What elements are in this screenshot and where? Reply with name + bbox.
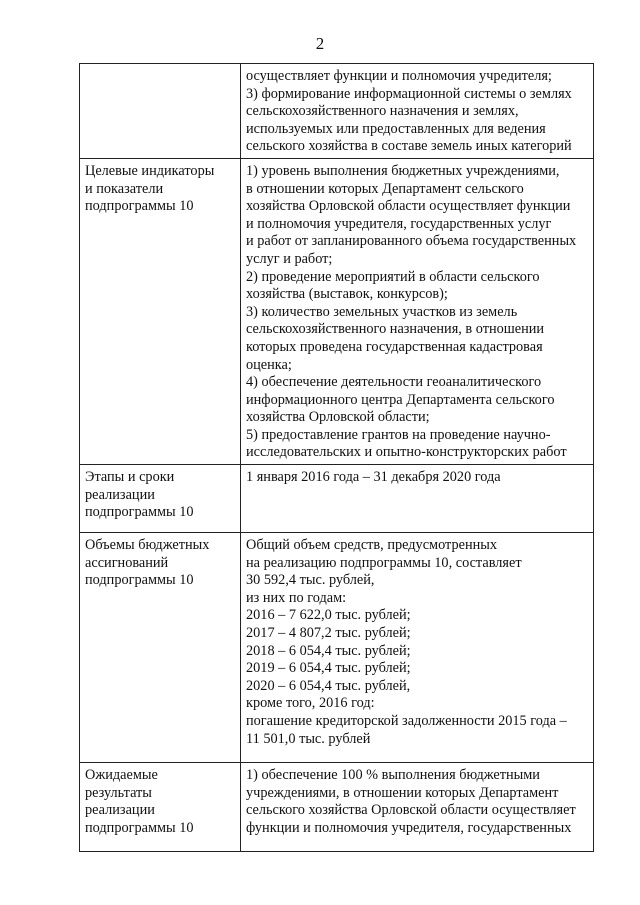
text-line: погашение кредиторской задолженности 2015 года –: [246, 713, 567, 729]
label-line: подпрограммы 10: [85, 572, 194, 589]
text-line: Общий объем средств, предусмотренных: [246, 537, 498, 554]
row-content: [241, 465, 594, 533]
label-line: реализации: [85, 802, 155, 819]
text-line: хозяйства (выставок, конкурсов);: [246, 286, 448, 303]
label-line: реализации: [85, 486, 155, 503]
text-line: оценка;: [246, 356, 292, 373]
text-line: используемых или предоставленных для ведения: [246, 120, 546, 137]
label-line: ассигнований: [85, 554, 169, 571]
row-content: [241, 64, 594, 159]
row-label: [80, 158, 241, 464]
table-row: [80, 533, 594, 763]
text-line: сельского хозяйства в составе земель иных категорий: [246, 138, 572, 155]
text-line: 5) предоставление грантов на проведение научно-: [246, 426, 551, 443]
text-line: 2019 – 6 054,4 тыс. рублей;: [246, 660, 411, 677]
text-line: исследовательских и опытно-конструкторских работ: [246, 444, 567, 461]
text-line: хозяйства Орловской области;: [246, 409, 430, 426]
label-line: подпрограммы 10: [85, 819, 194, 836]
text-line: услуг и работ;: [246, 250, 333, 267]
label-line: результаты: [85, 784, 152, 801]
text-line: кроме того, 2016 год:: [246, 695, 375, 712]
text-line: которых проведена государственная кадастровая: [246, 338, 543, 355]
text-line: 3) формирование информационной системы о землях: [246, 85, 572, 102]
label-line: Целевые индикаторы: [85, 162, 215, 179]
text-line: 1) обеспечение 100 % выполнения бюджетными: [246, 767, 540, 784]
text-line: из них по годам:: [246, 589, 347, 606]
row-label: [80, 763, 241, 852]
text-line: 2016 – 7 622,0 тыс. рублей;: [246, 607, 411, 624]
text-line: функции и полномочия учредителя, государственных: [246, 819, 572, 836]
label-line: Ожидаемые: [85, 767, 158, 784]
row-content: [241, 533, 594, 763]
table-row: [80, 64, 594, 159]
text-line: в отношении которых Департамент сельского: [246, 180, 524, 197]
text-line: информационного центра Департамента сельского: [246, 391, 555, 408]
passport-table: [79, 63, 594, 852]
row-content: [241, 158, 594, 464]
text-line: 11 501,0 тыс. рублей: [246, 730, 371, 747]
text-line: 2020 – 6 054,4 тыс. рублей,: [246, 677, 411, 694]
label-line: Объемы бюджетных: [85, 537, 210, 554]
row-label: [80, 64, 241, 159]
label-line: и показатели: [85, 180, 164, 197]
text-line: сельскохозяйственного назначения и землях,: [246, 103, 519, 120]
text-line: 2018 – 6 054,4 тыс. рублей;: [246, 642, 411, 659]
text-line: осуществляет функции и полномочия учредителя;: [246, 68, 552, 84]
label-line: подпрограммы 10: [85, 198, 194, 215]
text-line: 3) количество земельных участков из земель: [246, 303, 518, 320]
table-row: [80, 763, 594, 852]
table-row: [80, 158, 594, 464]
text-line: на реализацию подпрограммы 10, составляет: [246, 554, 522, 571]
text-line: 2) проведение мероприятий в области сельского: [246, 268, 540, 285]
row-label: [80, 533, 241, 763]
text-line: 30 592,4 тыс. рублей,: [246, 572, 375, 589]
row-label: [80, 465, 241, 533]
label-line: подпрограммы 10: [85, 504, 194, 521]
text-line: 1) уровень выполнения бюджетных учреждениями,: [246, 162, 560, 179]
row-content: [241, 763, 594, 852]
text-line: и работ от запланированного объема государственных: [246, 233, 577, 250]
text-line: 1 января 2016 года – 31 декабря 2020 года: [246, 469, 501, 486]
page-number: 2: [315, 34, 325, 53]
table-row: [80, 465, 594, 533]
text-line: 2017 – 4 807,2 тыс. рублей;: [246, 625, 411, 642]
text-line: и полномочия учредителя, государственных услуг: [246, 215, 552, 232]
text-line: 4) обеспечение деятельности геоаналитического: [246, 374, 542, 391]
text-line: хозяйства Орловской области осуществляет функции: [246, 198, 571, 215]
text-line: сельского хозяйства Орловской области осуществляет: [246, 802, 576, 819]
label-line: Этапы и сроки: [85, 469, 175, 486]
text-line: учреждениями, в отношении которых Департамент: [246, 784, 559, 801]
text-line: сельскохозяйственного назначения, в отношении: [246, 321, 545, 338]
